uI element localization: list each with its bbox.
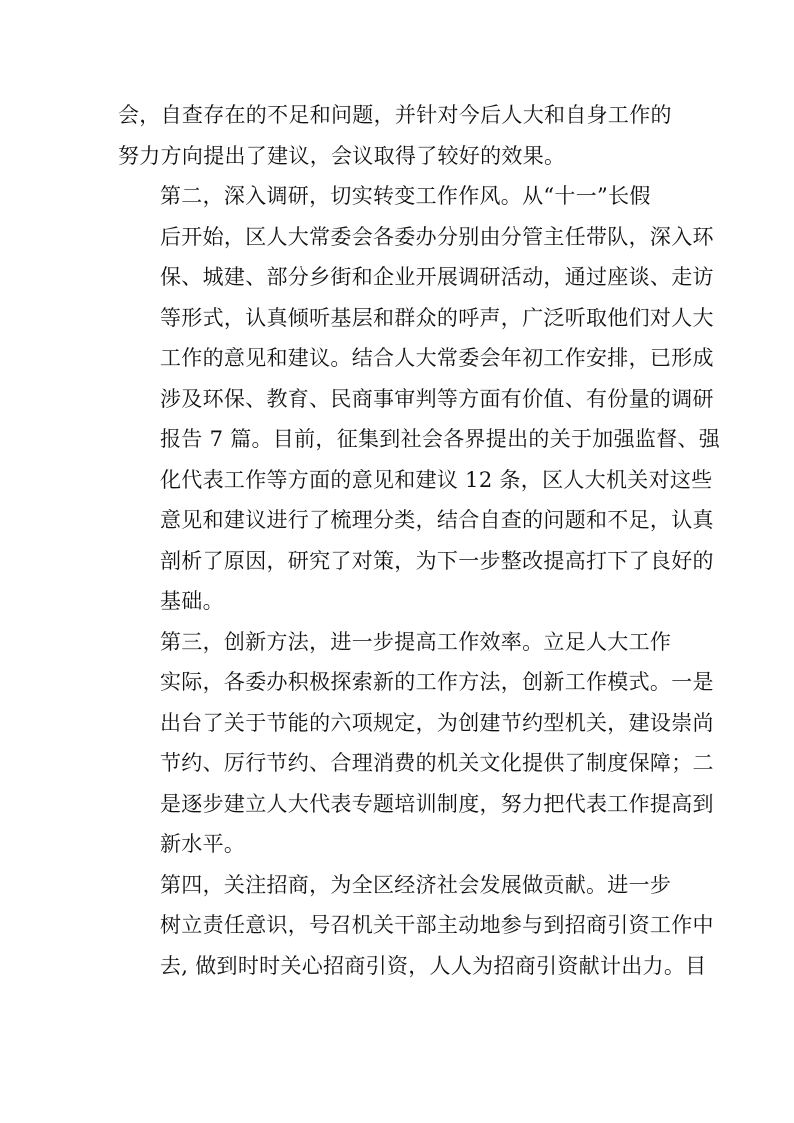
paragraph-line: 第二，深入调研，切实转变工作作风。从“十一”长假 [160,184,651,208]
paragraph [118,865,714,987]
paragraph-line: 意见和建议进行了梳理分类，结合自查的问题和不足，认真 [160,508,714,532]
paragraph-line: 报告 7 篇。目前，征集到社会各界提出的关于加强监督、强 [160,427,721,451]
paragraph [118,95,678,176]
paragraph-line: 节约、厉行节约、合理消费的机关文化提供了制度保障；二 [160,751,714,775]
paragraph-line: 新水平。 [160,832,246,856]
paragraph-line: 会，自查存在的不足和问题，并针对今后人大和自身工作的 [118,103,672,127]
paragraph-line: 保、城建、部分乡街和企业开展调研活动，通过座谈、走访 [160,265,714,289]
paragraph-line: 剖析了原因，研究了对策，为下一步整改提高打下了良好的 [160,548,714,573]
paragraph-line: 去, 做到时时关心招商引资，人人为招商引资献计出力。目 [160,953,707,978]
paragraph [118,176,721,622]
paragraph [118,622,714,865]
document-body [118,95,721,986]
paragraph-line: 是逐步建立人大代表专题培训制度，努力把代表工作提高到 [160,791,714,816]
paragraph-line: 树立责任意识，号召机关干部主动地参与到招商引资工作中 [160,913,714,937]
paragraph-line: 等形式，认真倾听基层和群众的呼声，广泛听取他们对人大 [160,305,714,330]
paragraph-line: 涉及环保、教育、民商事审判等方面有价值、有份量的调研 [160,386,714,411]
paragraph-line: 努力方向提出了建议，会议取得了较好的效果。 [118,143,566,168]
paragraph-line: 后开始，区人大常委会各委办分别由分管主任带队，深入环 [160,224,714,249]
paragraph-line: 实际，各委办积极探索新的工作方法，创新工作模式。一是 [160,670,714,694]
paragraph-line: 基础。 [160,589,224,613]
paragraph-line: 工作的意见和建议。结合人大常委会年初工作安排，已形成 [160,346,714,370]
paragraph-line: 第四，关注招商，为全区经济社会发展做贡献。进一步 [160,872,672,897]
paragraph-line: 出台了关于节能的六项规定，为创建节约型机关，建设崇尚 [160,710,714,735]
paragraph-line: 第三，创新方法，进一步提高工作效率。立足人大工作 [160,629,672,654]
paragraph-line: 化代表工作等方面的意见和建议 12 条，区人大机关对这些 [160,467,713,492]
